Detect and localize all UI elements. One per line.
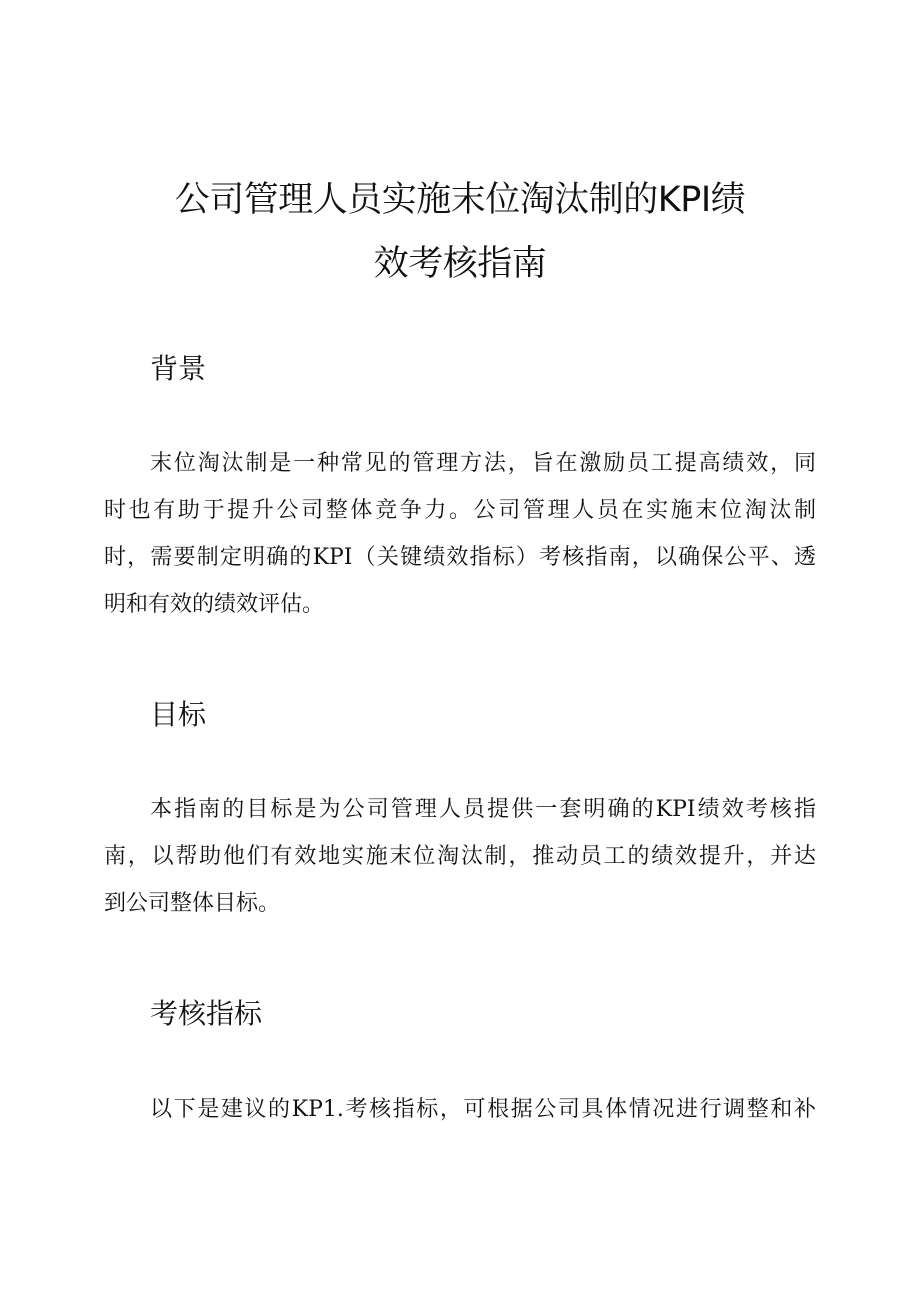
section-paragraph-kpi-indicators [104, 1086, 816, 1133]
section-heading-goal: 目标 [150, 698, 207, 731]
section-heading-kpi-indicators: 考核指标 [150, 997, 263, 1030]
paragraph-line: 末位淘汰制是一种常见的管理方法，旨在激励员工提高绩效，同 [150, 451, 816, 476]
paragraph-line: 南，以帮助他们有效地实施末位淘汰制，推动员工的绩效提升，并达 [104, 844, 816, 869]
paragraph-line: 时也有助于提升公司整体竞争力。公司管理人员在实施末位淘汰制 [104, 498, 816, 523]
paragraph-line: 以下是建议的KP1.考核指标，可根据公司具体情况进行调整和补 [150, 1097, 816, 1122]
section-paragraph-goal [104, 786, 816, 927]
paragraph-line: 本指南的目标是为公司管理人员提供一套明确的KPI绩效考核指 [150, 797, 816, 822]
paragraph-line: 明和有效的绩效评估。 [104, 592, 325, 617]
paragraph-line: 时，需要制定明确的KPI（关键绩效指标）考核指南，以确保公平、透 [104, 545, 816, 570]
section-paragraph-background [104, 440, 816, 628]
paragraph-line: 到公司整体目标。 [104, 891, 281, 916]
section-heading-background: 背景 [150, 352, 207, 385]
document-title-line-2: 效考核指南 [373, 244, 547, 284]
document-title-line-1: 公司管理人员实施末位淘汰制的KPI绩 [174, 180, 746, 220]
